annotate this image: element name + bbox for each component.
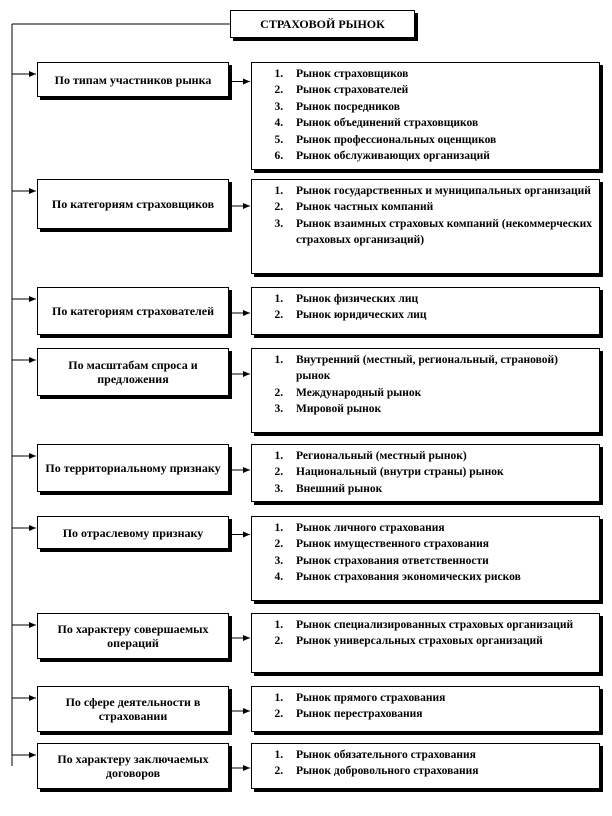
market-list-box [251,348,600,433]
market-list [262,448,593,497]
list-item: 3. Мировой рынок [286,401,593,417]
category-box: По типам участников рынка [37,62,229,97]
list-item: 2. Рынок перестрахования [286,706,593,722]
category-box: По территориальному признаку [37,444,229,492]
category-box: По категориям страховщиков [37,179,229,229]
market-list [262,66,593,164]
list-item: 2. Международный рынок [286,385,593,401]
market-list [262,291,593,324]
market-list [262,520,593,586]
category-box: По категориям страхователей [37,287,229,335]
list-item: 1. Рынок физических лиц [286,291,593,307]
market-list-box [251,516,600,601]
category-box: По характеру заключаемых договоров [37,743,229,789]
market-list-box [251,613,600,673]
market-list-box [251,62,600,170]
market-list-box [251,686,600,732]
list-item: 2. Рынок страхователей [286,82,593,98]
category-box: По отраслевому признаку [37,516,229,549]
market-list [262,183,593,249]
market-list [262,352,593,418]
category-box: По сфере деятельности в страховании [37,686,229,732]
list-item: 3. Внешний рынок [286,481,593,497]
list-item: 1. Рынок обязательного страхования [286,747,593,763]
list-item: 2. Национальный (внутри страны) рынок [286,464,593,480]
list-item: 1. Рынок государственных и муниципальных организаций [286,183,593,199]
list-item: 1. Внутренний (местный, региональный, страновой) рынок [286,352,593,385]
list-item: 2. Рынок юридических лиц [286,307,593,323]
market-list-box [251,179,600,274]
market-list-box [251,444,600,502]
list-item: 2. Рынок универсальных страховых организаций [286,633,593,649]
list-item: 3. Рынок взаимных страховых компаний (некоммерческих страховых организаций) [286,216,593,249]
list-item: 6. Рынок обслуживающих организаций [286,148,593,164]
market-list [262,690,593,723]
market-list [262,617,593,650]
list-item: 3. Рынок страхования ответственности [286,553,593,569]
list-item: 1. Рынок личного страхования [286,520,593,536]
diagram-title: СТРАХОВОЙ РЫНОК [230,10,415,38]
list-item: 1. Рынок специализированных страховых организаций [286,617,593,633]
list-item: 1. Региональный (местный рынок) [286,448,593,464]
category-box: По масштабам спроса и предложения [37,348,229,396]
list-item: 1. Рынок прямого страхования [286,690,593,706]
market-list-box [251,743,600,789]
market-list-box [251,287,600,335]
list-item: 3. Рынок посредников [286,99,593,115]
list-item: 2. Рынок частных компаний [286,199,593,215]
list-item: 5. Рынок профессиональных оценщиков [286,132,593,148]
list-item: 4. Рынок объединений страховщиков [286,115,593,131]
category-box: По характеру совершаемых операций [37,613,229,659]
list-item: 1. Рынок страховщиков [286,66,593,82]
list-item: 2. Рынок имущественного страхования [286,536,593,552]
list-item: 2. Рынок добровольного страхования [286,763,593,779]
list-item: 4. Рынок страхования экономических рисков [286,569,593,585]
market-list [262,747,593,780]
